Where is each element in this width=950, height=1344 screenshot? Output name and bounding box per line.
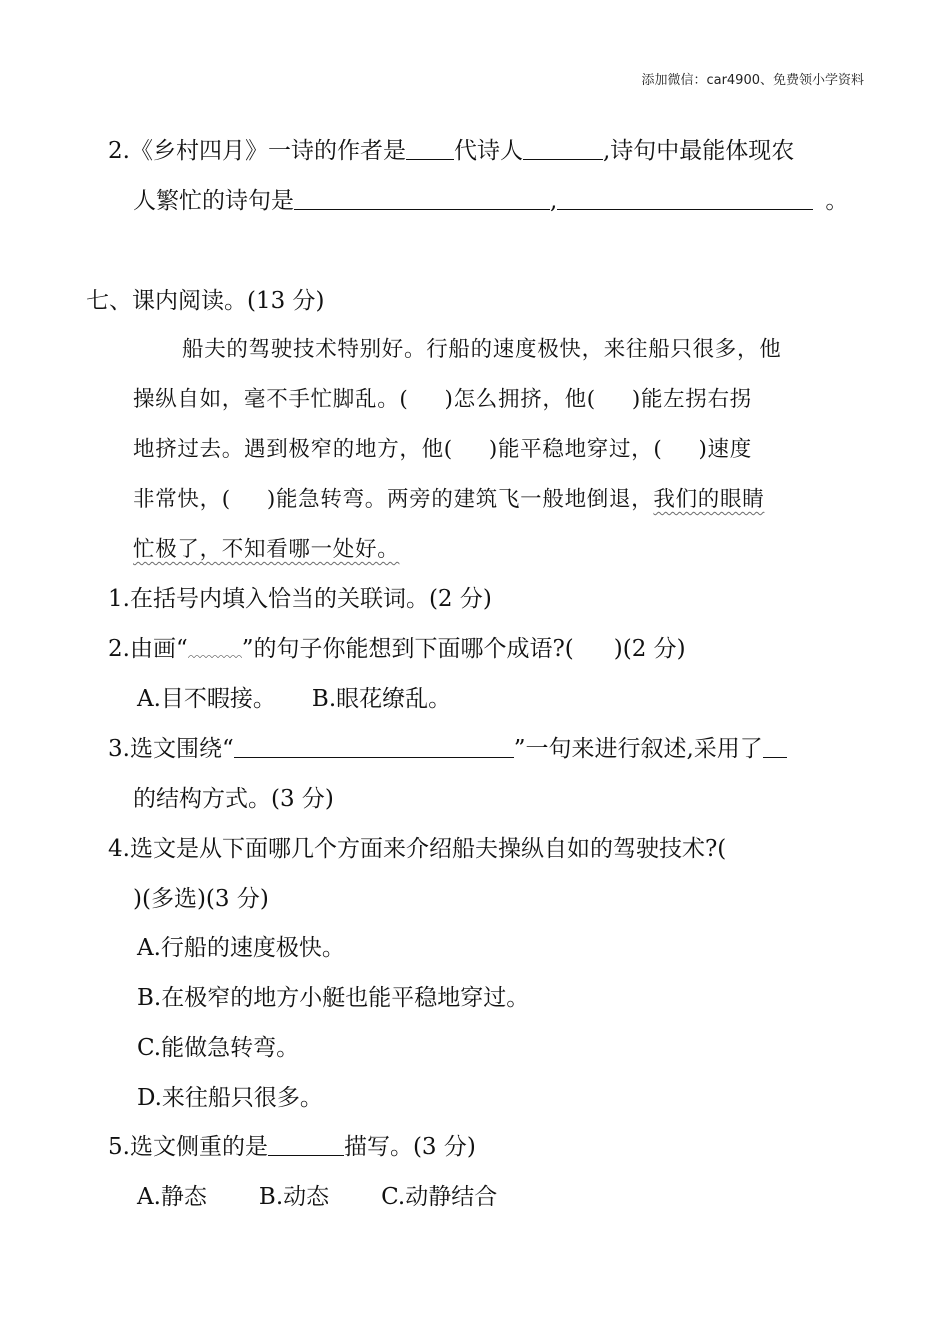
q-text: ”的句子你能想到下面哪个成语?(: [241, 636, 574, 662]
q-text: 5.选文侧重的是: [108, 1134, 268, 1160]
poem-q-text: ,: [550, 188, 558, 214]
question-5: [108, 1131, 476, 1163]
option-c[interactable]: C.动静结合: [381, 1184, 498, 1210]
verse-blank-2[interactable]: [557, 187, 813, 210]
question-1: 1.在括号内填入恰当的关联词。(2 分): [108, 586, 492, 612]
poem-q-text: 代诗人: [453, 138, 523, 164]
sentence-blank[interactable]: [234, 735, 514, 758]
wavy-underlined-text: 我们的眼睛: [653, 487, 765, 512]
passage-text: 操纵自如，毫不手忙脚乱。(: [133, 387, 409, 412]
poem-q-text: 。: [825, 188, 849, 214]
passage-line-3: [133, 434, 752, 466]
question-4-line2: )(多选)(3 分): [133, 886, 269, 912]
verse-blank-1[interactable]: [294, 187, 550, 210]
passage-text: 地挤过去。遇到极窄的地方，他(: [133, 437, 453, 462]
section-title: 七、课内阅读。(13 分): [86, 288, 325, 314]
question-3-line2: 的结构方式。(3 分): [133, 786, 334, 812]
passage-text: )能左拐右拐: [631, 387, 752, 412]
q-text: ”一句来进行叙述,采用了: [513, 736, 763, 762]
poem-q-text: 2.《乡村四月》一诗的作者是: [108, 138, 406, 164]
poem-question-line2: [133, 185, 848, 217]
passage-text: )怎么拥挤，他(: [444, 387, 596, 412]
passage-line-2: [133, 384, 752, 416]
passage-text: )速度: [698, 437, 752, 462]
passage-text: )能平稳地穿过，(: [488, 437, 663, 462]
passage-line-5: [133, 534, 399, 566]
poem-q-text: 人繁忙的诗句是: [133, 188, 294, 214]
q-text: 2.由画“: [108, 636, 188, 662]
question-2: [108, 633, 686, 665]
option-a[interactable]: A.目不暇接。: [137, 686, 276, 712]
passage-text: )能急转弯。两旁的建筑飞一般地倒退，: [266, 487, 654, 512]
question-2-options: [137, 683, 451, 715]
wavy-mark-placeholder: [188, 638, 242, 658]
q-text: 描写。(3 分): [343, 1134, 476, 1160]
wavy-underlined-text: 忙极了，不知看哪一处好。: [133, 537, 400, 562]
q-text: 3.选文围绕“: [108, 736, 234, 762]
option-b[interactable]: B.动态: [258, 1184, 330, 1210]
passage-text: 非常快，(: [133, 487, 231, 512]
poet-blank[interactable]: [523, 137, 603, 160]
question-3-line1: [108, 733, 787, 765]
passage-line-4: [133, 484, 764, 516]
header-watermark: 添加微信：car4900、免费领小学资料: [641, 73, 864, 88]
q4-option-c[interactable]: C.能做急转弯。: [137, 1035, 300, 1061]
q4-option-d[interactable]: D.来往船只很多。: [137, 1085, 323, 1111]
q-text: )(2 分): [613, 636, 686, 662]
poem-q-text: ,诗句中最能体现农: [602, 138, 795, 164]
description-blank[interactable]: [268, 1133, 344, 1156]
passage-line-1: 船夫的驾驶技术特别好。行船的速度极快，来往船只很多，他: [182, 337, 782, 362]
q4-option-a[interactable]: A.行船的速度极快。: [137, 935, 345, 961]
question-4-line1: 4.选文是从下面哪几个方面来介绍船夫操纵自如的驾驶技术?(: [108, 836, 727, 862]
poem-question-line1: [108, 135, 794, 167]
option-b[interactable]: B.眼花缭乱。: [311, 686, 452, 712]
question-5-options: [137, 1181, 497, 1213]
q4-option-b[interactable]: B.在极窄的地方小艇也能平稳地穿过。: [137, 985, 530, 1011]
option-a[interactable]: A.静态: [137, 1184, 207, 1210]
structure-blank[interactable]: [763, 735, 787, 758]
dynasty-blank[interactable]: [406, 137, 454, 160]
